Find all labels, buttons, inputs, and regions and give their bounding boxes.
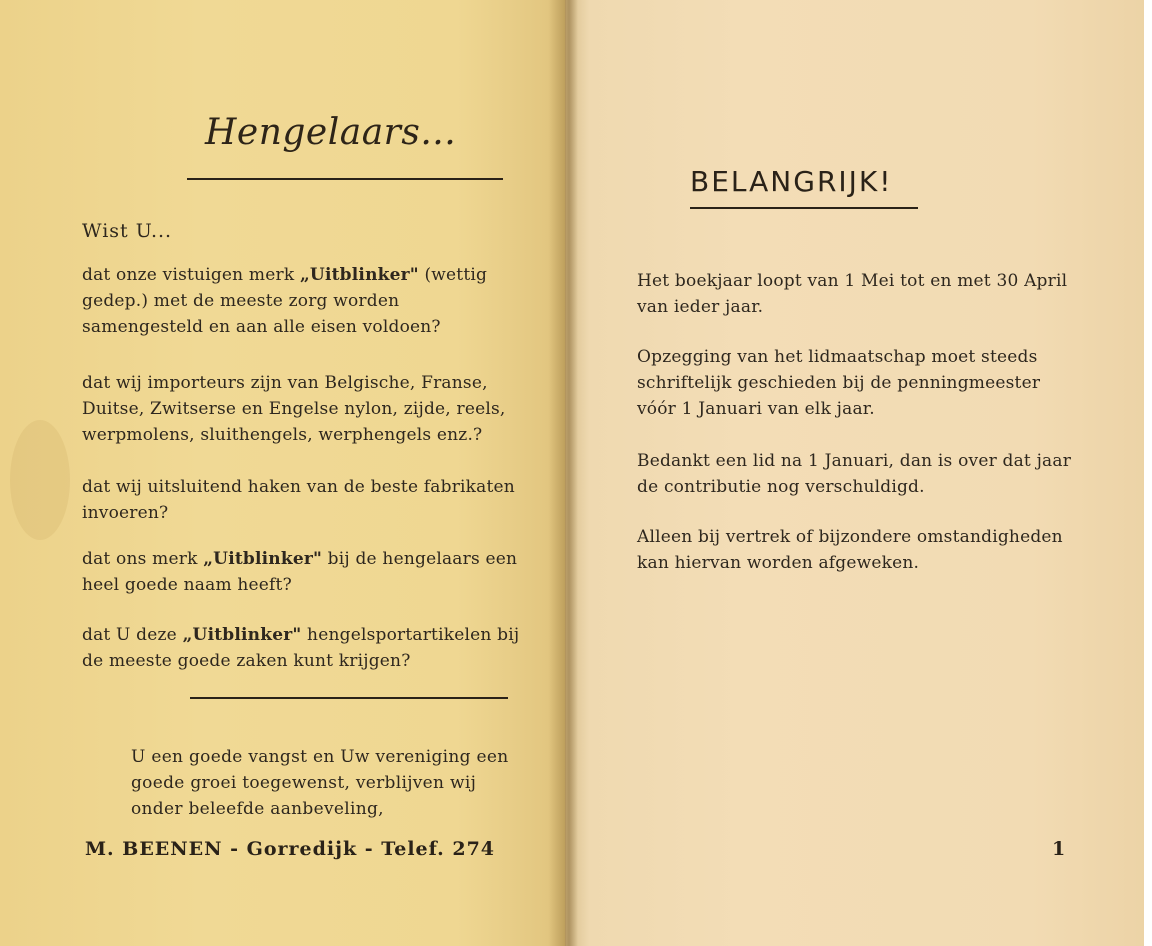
paragraph-5 (82, 622, 522, 674)
paragraph-1 (82, 262, 522, 340)
paragraph-5-before: dat U deze (82, 625, 183, 645)
paragraph-4-after: bij de hengelaars een heel goede naam heeft? (82, 549, 518, 595)
page-number: 1 (1052, 838, 1066, 860)
left-page-title: Hengelaars... (205, 112, 457, 153)
rule-paragraph-1: Het boekjaar loopt van 1 Mei tot en met 30 April van ieder jaar. (637, 271, 1068, 317)
right-page-title: BELANGRIJK! (690, 165, 893, 198)
paper-stain (10, 420, 70, 540)
paragraph-3 (82, 474, 522, 526)
brand-name: „Uitblinker" (182, 625, 302, 645)
closing-text: U een goede vangst en Uw vereniging een goede groei toegewenst, verblijven wij onder beleefde aanbeveling, (131, 747, 509, 819)
page-edge (1144, 0, 1152, 946)
paragraph-5-after: hengelsportartikelen bij de meeste goede zaken kunt krijgen? (82, 625, 520, 671)
paragraph-4 (82, 546, 522, 598)
book-gutter (548, 0, 578, 946)
brand-name: „Uitblinker" (203, 549, 323, 569)
brand-name: „Uitblinker" (299, 265, 419, 285)
rule-paragraph-2: Opzegging van het lidmaatschap moet steeds schriftelijk geschieden bij de penningmeester vóór 1 Januari van elk jaar. (637, 347, 1041, 419)
paragraph-4-before: dat ons merk (82, 549, 204, 569)
intro-text: Wist U... (82, 220, 173, 242)
rule-paragraph-3: Bedankt een lid na 1 Januari, dan is over dat jaar de contributie nog verschuldigd. (637, 451, 1072, 497)
paragraph-1-after: (wettig gedep.) met de meeste zorg worden samengesteld en aan alle eisen voldoen? (82, 265, 488, 337)
left-page (0, 0, 572, 946)
paragraph-1-before: dat onze vistuigen merk (82, 265, 300, 285)
paragraph-3-text: dat wij uitsluitend haken van de beste fabrikaten invoeren? (82, 477, 515, 523)
title-underline (187, 178, 503, 180)
paragraph-2 (82, 370, 522, 448)
section-divider (190, 697, 508, 699)
rule-paragraph-4: Alleen bij vertrek of bijzondere omstandigheden kan hiervan worden afgeweken. (637, 527, 1063, 573)
signature-line: M. BEENEN - Gorredijk - Telef. 274 (85, 838, 496, 860)
paragraph-2-text: dat wij importeurs zijn van Belgische, Franse, Duitse, Zwitserse en Engelse nylon, zijde, reels, werpmolens, sluithengels, werphengels enz.? (82, 373, 506, 445)
title-underline (690, 207, 918, 209)
